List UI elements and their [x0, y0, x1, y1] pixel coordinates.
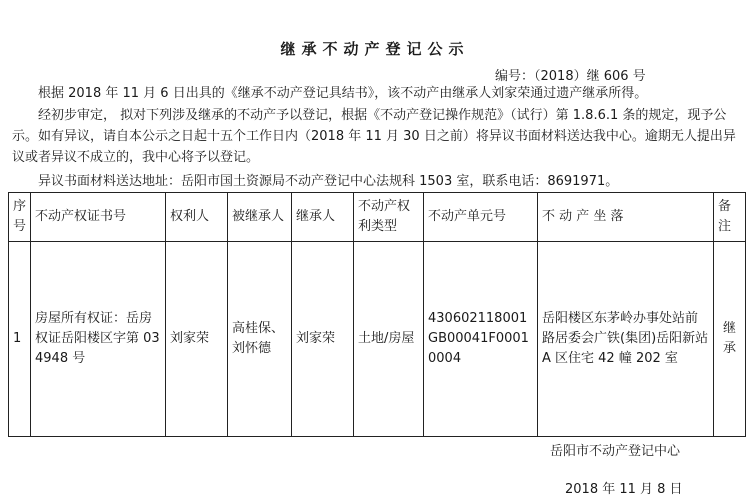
cell-owner: 刘家荣 [166, 242, 228, 437]
header-owner: 权利人 [166, 193, 228, 242]
cell-heir: 刘家荣 [292, 242, 354, 437]
cell-seq: 1 [9, 242, 31, 437]
paragraph-review: 经初步审定， 拟对下列涉及继承的不动产予以登记，根据《不动产登记操作规范》（试行）第 1.8.6.1 条的规定，现予公示。如有异议，请自本公示之日起十五个工作日内（2018 年 11 月 30 日之前）将异议书面材料送达我中心。逾期无人提出异议或者异议不成立的，我中心将予以登记。 [12, 108, 736, 165]
cell-unit-no: 430602118001GB00041F00010004 [424, 242, 538, 437]
header-seq: 序号 [9, 193, 31, 242]
page-title: 继承不动产登记公示 [280, 40, 470, 58]
header-heir: 继承人 [292, 193, 354, 242]
document-number: 编号：（2018）继 606 号 [495, 69, 646, 84]
cell-remark: 继承 [714, 242, 746, 437]
header-unit-no: 不动产单元号 [424, 193, 538, 242]
paragraph-basis: 根据 2018 年 11 月 6 日出具的《继承不动产登记具结书》，该不动产由继承人刘家荣通过遗产继承所得。 [38, 86, 648, 101]
property-table [8, 192, 746, 437]
cell-right-type: 土地/房屋 [354, 242, 424, 437]
cell-cert: 房屋所有权证：岳房权证岳阳楼区字第 034948 号 [31, 242, 166, 437]
issue-date: 2018 年 11 月 8 日 [565, 482, 683, 497]
header-location: 不 动 产 坐 落 [538, 193, 714, 242]
header-right-type: 不动产权利类型 [354, 193, 424, 242]
cell-deceased: 高桂保、刘怀德 [228, 242, 292, 437]
table-header-row [9, 193, 746, 242]
header-remark: 备注 [714, 193, 746, 242]
cell-location: 岳阳楼区东茅岭办事处站前路居委会广铁(集团)岳阳新站 A 区住宅 42 幢 202 室 [538, 242, 714, 437]
header-deceased: 被继承人 [228, 193, 292, 242]
header-cert: 不动产权证书号 [31, 193, 166, 242]
paragraph-address: 异议书面材料送达地址：岳阳市国土资源局不动产登记中心法规科 1503 室，联系电话：8691971。 [38, 174, 619, 189]
issuer-signature: 岳阳市不动产登记中心 [550, 444, 681, 459]
table-row [9, 242, 746, 437]
